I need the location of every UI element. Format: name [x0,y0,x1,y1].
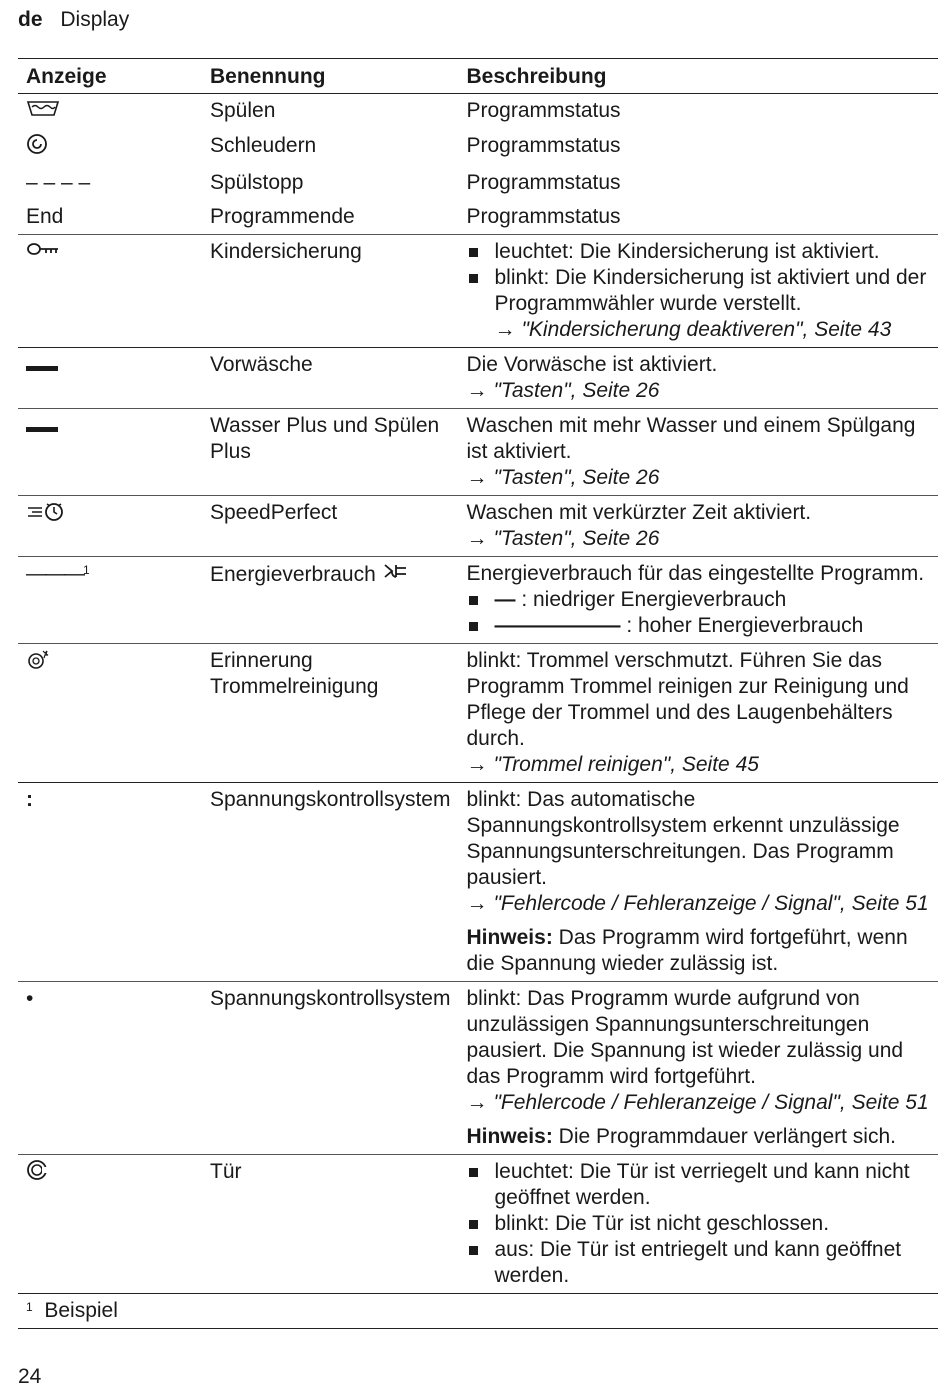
row-description: Programmstatus [466,134,621,157]
rinse-hold-indicator: – – – – [26,171,91,194]
bullet-item: aus: Die Tür ist entriegelt und kann geöffnet werden. [466,1237,930,1289]
spin-icon [26,133,48,162]
row-description: Programmstatus [466,205,621,228]
arrow-icon: → [466,1091,488,1114]
note: Hinweis: Die Programmdauer verlängert sich. [466,1125,896,1148]
voltage-colon-indicator: : [18,783,202,982]
end-indicator: End [26,205,64,228]
row-description: Die Vorwäsche ist aktiviert. → "Tasten", Seite 26 [458,348,938,409]
row-name: Tür [202,1155,458,1294]
col-indicator: Anzeige [18,59,202,94]
table-row [18,166,938,200]
section-title: Display [60,8,130,31]
bullet-item: — : niedriger Energieverbrauch [466,587,930,613]
display-table [18,58,938,1329]
page-number: 24 [18,1365,42,1388]
voltage-dot-indicator: • [18,982,202,1155]
row-description: Energieverbrauch für das eingestellte Programm. — : niedriger Energieverbrauch —————— : hoher Energieverbrauch [458,557,938,644]
row-name: SpeedPerfect [202,496,458,557]
footnote-number: 1 [26,1300,33,1314]
arrow-icon: → [466,892,488,915]
bullet-item: blinkt: Die Kindersicherung ist aktiviert und der Programmwähler wurde verstellt. → "Kindersicherung deaktiveren", Seite 43 [466,265,930,343]
row-name: Schleudern [210,134,317,157]
bullet-item: leuchtet: Die Tür ist verriegelt und kann nicht geöffnet werden. [466,1159,930,1211]
energy-plug-icon [382,563,408,586]
row-name: Programmende [210,205,355,228]
row-name: Spannungskontrollsystem [202,783,458,982]
table-row [18,1155,938,1294]
energy-indicator: ——— [26,562,83,585]
row-description: Programmstatus [466,99,621,122]
table-row [18,783,938,982]
footnote-mark: 1 [83,563,90,577]
table-row [18,129,938,166]
row-description: Waschen mit mehr Wasser und einem Spülgang ist aktiviert. → "Tasten", Seite 26 [458,409,938,496]
table-header-row [18,59,938,94]
bullet-item: —————— : hoher Energieverbrauch [466,613,930,639]
note: Hinweis: Das Programm wird fortgeführt, wenn die Spannung wieder zulässig ist. [466,926,908,975]
row-description: blinkt: Trommel verschmutzt. Führen Sie das Programm Trommel reinigen zur Reinigung und Pflege der Trommel und des Laugenbehälters durch. → "Trommel reinigen", Seite 45 [458,644,938,783]
row-description: blinkt: Das Programm wurde aufgrund von unzulässigen Spannungsunterschreitungen pausiert. Die Spannung ist wieder zulässig und das Programm wird fortgeführt. → "Fehlercode / Fehleranzeige / Signal", Seite 51 Hinweis: Die Programmdauer verlängert sich. [458,982,938,1155]
cross-reference: → "Fehlercode / Fehleranzeige / Signal", Seite 51 [466,1091,929,1114]
row-name: Energieverbrauch [202,557,458,644]
row-description [458,1155,938,1294]
row-name: Spülstopp [210,171,304,194]
bullet-item: blinkt: Die Tür ist nicht geschlossen. [466,1211,930,1237]
col-description: Beschreibung [458,59,938,94]
arrow-icon: → [466,466,488,489]
bullet-item: leuchtet: Die Kindersicherung ist aktiviert. [466,239,930,265]
water-plus-bar-icon [26,427,58,432]
drum-clean-icon [26,648,52,677]
arrow-icon: → [466,379,488,402]
language-code: de [18,8,43,31]
cross-reference: → "Fehlercode / Fehleranzeige / Signal", Seite 51 [466,892,929,915]
cross-reference: → "Tasten", Seite 26 [466,379,660,402]
table-row [18,94,938,130]
table-row [18,409,938,496]
rinse-icon [26,98,60,125]
row-name: Vorwäsche [202,348,458,409]
prewash-bar-icon [26,366,58,371]
row-description: Programmstatus [466,171,621,194]
col-name: Benennung [202,59,458,94]
arrow-icon: → [494,318,516,341]
table-row [18,496,938,557]
cross-reference: → "Trommel reinigen", Seite 45 [466,753,759,776]
row-name: Erinnerung Trommelreinigung [202,644,458,783]
page-header [18,8,129,32]
row-name: Spülen [210,99,276,122]
cross-reference: → "Kindersicherung deaktiveren", Seite 43 [494,318,892,341]
table-row [18,557,938,644]
cross-reference: → "Tasten", Seite 26 [466,527,660,550]
speedperfect-icon [26,500,70,529]
table-row [18,348,938,409]
cross-reference: → "Tasten", Seite 26 [466,466,660,489]
table-row [18,644,938,783]
table-row [18,982,938,1155]
row-description [458,235,938,348]
table-row [18,200,938,235]
table-row [18,235,938,348]
footnote-text: Beispiel [44,1299,118,1322]
row-name: Kindersicherung [202,235,458,348]
footnote-row [18,1294,938,1329]
arrow-icon: → [466,527,488,550]
door-lock-icon [26,1159,50,1188]
row-description: blinkt: Das automatische Spannungskontrollsystem erkennt unzulässige Spannungsunterschreitungen. Das Programm pausiert. → "Fehlercode / Fehleranzeige / Signal", Seite 51 Hinweis: Das Programm wird fortgeführt, wenn die Spannung wieder zulässig ist. [458,783,938,982]
arrow-icon: → [466,753,488,776]
key-icon [26,239,60,266]
row-name: Spannungskontrollsystem [202,982,458,1155]
row-description: Waschen mit verkürzter Zeit aktiviert. → "Tasten", Seite 26 [458,496,938,557]
row-name: Wasser Plus und Spülen Plus [202,409,458,496]
